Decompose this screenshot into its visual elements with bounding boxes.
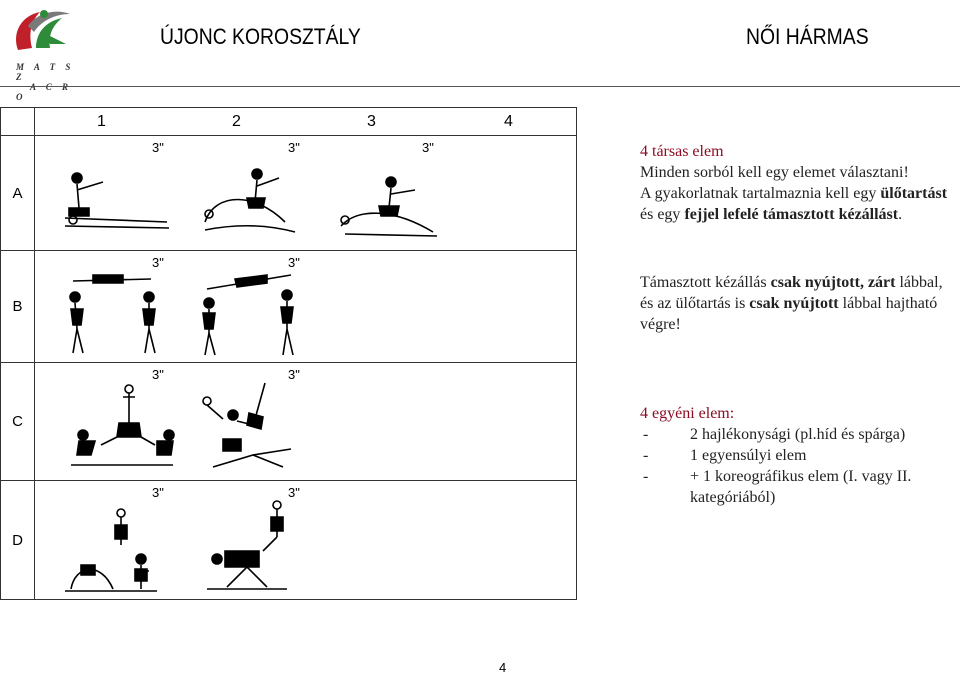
individual-elements-list xyxy=(640,424,960,508)
column-header: 4 xyxy=(504,113,513,130)
pair-elements-section xyxy=(640,141,960,225)
emphasis: ülőtartást xyxy=(880,185,948,202)
figure-d1 xyxy=(61,505,161,595)
duration-label: 3" xyxy=(152,485,164,500)
figure-d2 xyxy=(197,495,297,595)
row-content xyxy=(35,481,577,600)
list-item: - 2 hajlékonysági (pl.híd és spárga) xyxy=(640,424,960,445)
text-run: A gyakorlatnak tartalmaznia kell egy xyxy=(640,185,881,202)
list-item: - 1 egyensúlyi elem xyxy=(640,445,960,466)
section-heading: 4 társas elem xyxy=(640,143,724,160)
duration-label: 3" xyxy=(152,367,164,382)
row-label: A xyxy=(1,136,35,251)
text-run: . xyxy=(898,206,903,223)
page-title-right: NŐI HÁRMAS xyxy=(746,24,869,49)
matsz-acro-logo xyxy=(6,4,78,102)
figure-a3 xyxy=(333,172,443,246)
text-run: Támasztott kézállás xyxy=(640,274,771,291)
duration-label: 3" xyxy=(288,140,300,155)
table-header-row xyxy=(1,108,577,136)
text-run: és egy xyxy=(640,206,685,223)
row-label: D xyxy=(1,481,35,600)
corner-cell xyxy=(1,108,35,136)
instruction-paragraph xyxy=(640,183,960,225)
page-number: 4 xyxy=(499,660,507,675)
duration-label: 3" xyxy=(288,485,300,500)
row-content xyxy=(35,363,577,481)
column-header: 1 xyxy=(97,113,106,130)
duration-label: 3" xyxy=(152,255,164,270)
figure-a2 xyxy=(195,162,307,242)
header-divider xyxy=(0,86,960,87)
duration-label: 3" xyxy=(288,255,300,270)
text-run: lábbal, és az ülőtartás is xyxy=(640,274,943,312)
section-heading: 4 egyéni elem: xyxy=(640,405,735,422)
figure-b2 xyxy=(195,267,305,357)
instruction-line: Minden sorból kell egy elemet választani! xyxy=(640,164,909,181)
column-header: 2 xyxy=(232,113,241,130)
duration-label: 3" xyxy=(152,140,164,155)
row-content xyxy=(35,136,577,251)
figure-a1 xyxy=(57,158,177,242)
table-row xyxy=(1,363,577,481)
logo-subtext: A C R O xyxy=(16,82,73,102)
emphasis: csak nyújtott, zárt xyxy=(770,274,896,291)
table-row xyxy=(1,136,577,251)
row-label: C xyxy=(1,363,35,481)
emphasis: csak nyújtott xyxy=(749,295,839,312)
duration-label: 3" xyxy=(288,367,300,382)
duration-label: 3" xyxy=(422,140,434,155)
individual-elements-section xyxy=(640,403,960,508)
row-content xyxy=(35,251,577,363)
text-run: lábbal hajtható végre! xyxy=(640,295,938,333)
logo-text: M A T S Z xyxy=(16,62,75,82)
row-label: B xyxy=(1,251,35,363)
table-row xyxy=(1,481,577,600)
list-item: - + 1 koreográfikus elem (I. vagy II. kategóriából) xyxy=(640,466,960,508)
table-row xyxy=(1,251,577,363)
figure-c2 xyxy=(193,379,305,473)
elements-table xyxy=(0,107,577,600)
column-header-row xyxy=(35,108,577,136)
emphasis: fejjel lefelé támasztott kézállást xyxy=(684,206,899,223)
page-title-left: ÚJONC KOROSZTÁLY xyxy=(160,24,361,49)
figure-b1 xyxy=(63,269,163,357)
rule-paragraph xyxy=(640,272,955,335)
figure-c1 xyxy=(61,383,177,471)
column-header: 3 xyxy=(367,113,376,130)
